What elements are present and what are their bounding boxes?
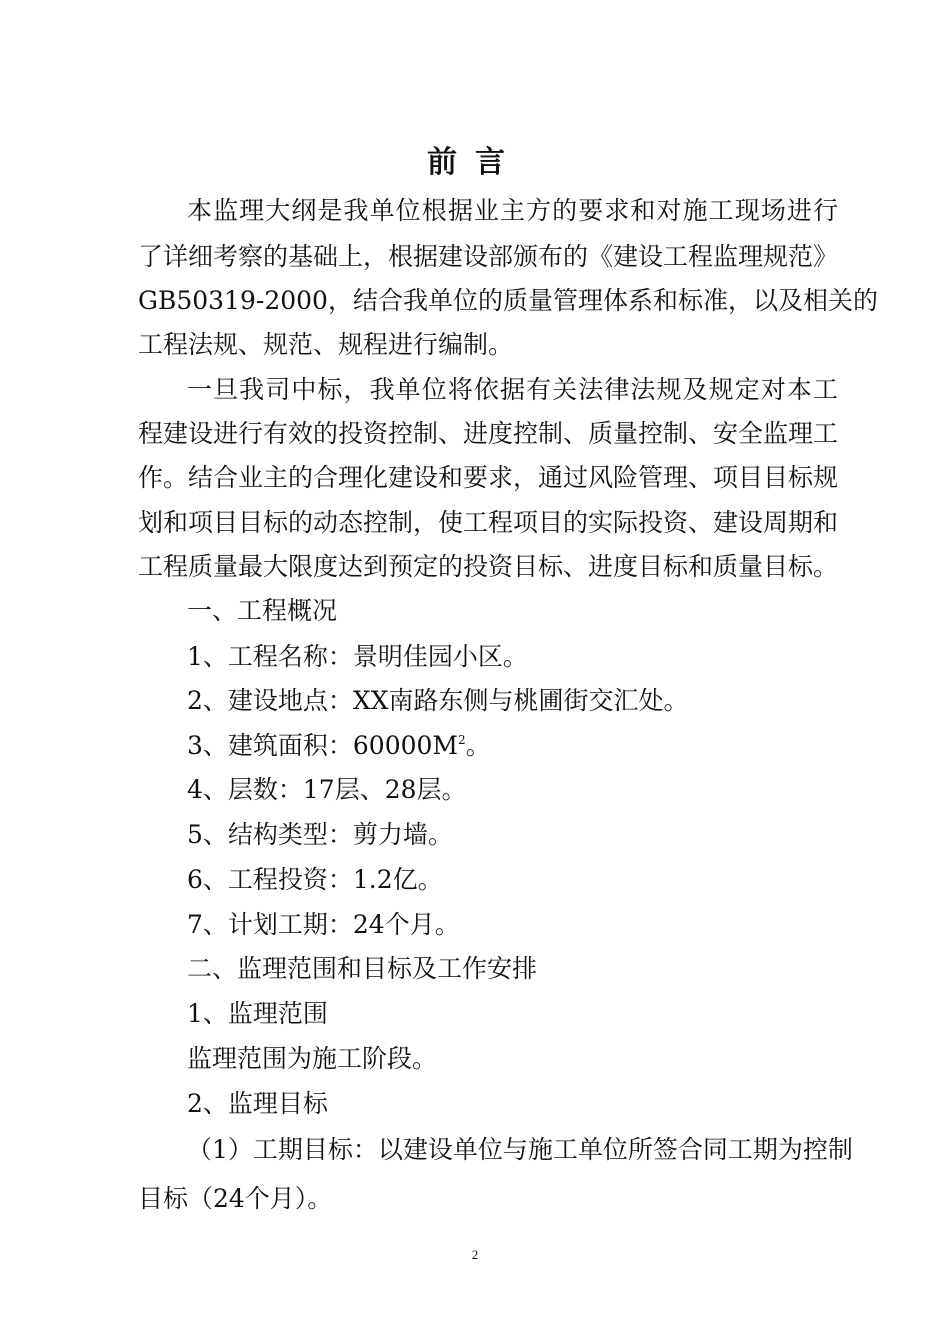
intro-line-2: 了详细考察的基础上，根据建设部颁布的《建设工程监理规范》: [138, 242, 839, 271]
intro-line-1: 本监理大纲是我单位根据业主方的要求和对施工现场进行: [187, 196, 838, 225]
schedule-goal-line-1: （1）工期目标：以建设单位与施工单位所签合同工期为控制: [187, 1135, 853, 1164]
section1-heading: 一、工程概况: [187, 596, 338, 625]
building-area-item: [187, 729, 838, 763]
building-area-text: 3、建筑面积：60000M: [187, 731, 459, 760]
project-location-item: 2、建设地点：XX南路东侧与桃圃街交汇处。: [187, 686, 689, 715]
goal-line-3: 作。结合业主的合理化建设和要求，通过风险管理、项目目标规: [138, 463, 839, 492]
scope-text: 监理范围为施工阶段。: [187, 1044, 438, 1073]
objectives-heading: 2、监理目标: [187, 1089, 328, 1118]
page-title: 前言: [427, 145, 523, 180]
structure-type-item: 5、结构类型：剪力墙。: [187, 820, 453, 849]
page-number: 2: [471, 1247, 479, 1262]
goal-line-2: 程建设进行有效的投资控制、进度控制、质量控制、安全监理工: [138, 419, 839, 448]
intro-line-4: 工程法规、规范、规程进行编制。: [138, 330, 514, 359]
goal-line-1: 一旦我司中标，我单位将依据有关法律法规及规定对本工: [187, 375, 838, 404]
scope-heading: 1、监理范围: [187, 999, 328, 1028]
investment-item: 6、工程投资：1.2亿。: [187, 865, 443, 894]
schedule-item: 7、计划工期：24个月。: [187, 910, 460, 939]
intro-line-3: GB50319-2000，结合我单位的质量管理体系和标准，以及相关的: [138, 286, 878, 315]
goal-line-4: 划和项目目标的动态控制，使工程项目的实际投资、建设周期和: [138, 508, 839, 537]
project-name-item: 1、工程名称：景明佳园小区。: [187, 642, 528, 671]
floors-item: 4、层数：17层、28层。: [187, 775, 467, 804]
area-superscript: 2: [458, 733, 466, 747]
area-suffix: 。: [465, 731, 491, 760]
schedule-goal-line-2: 目标（24个月）。: [138, 1184, 333, 1213]
goal-line-5: 工程质量最大限度达到预定的投资目标、进度目标和质量目标。: [138, 552, 839, 581]
section2-heading: 二、监理范围和目标及工作安排: [187, 954, 538, 983]
